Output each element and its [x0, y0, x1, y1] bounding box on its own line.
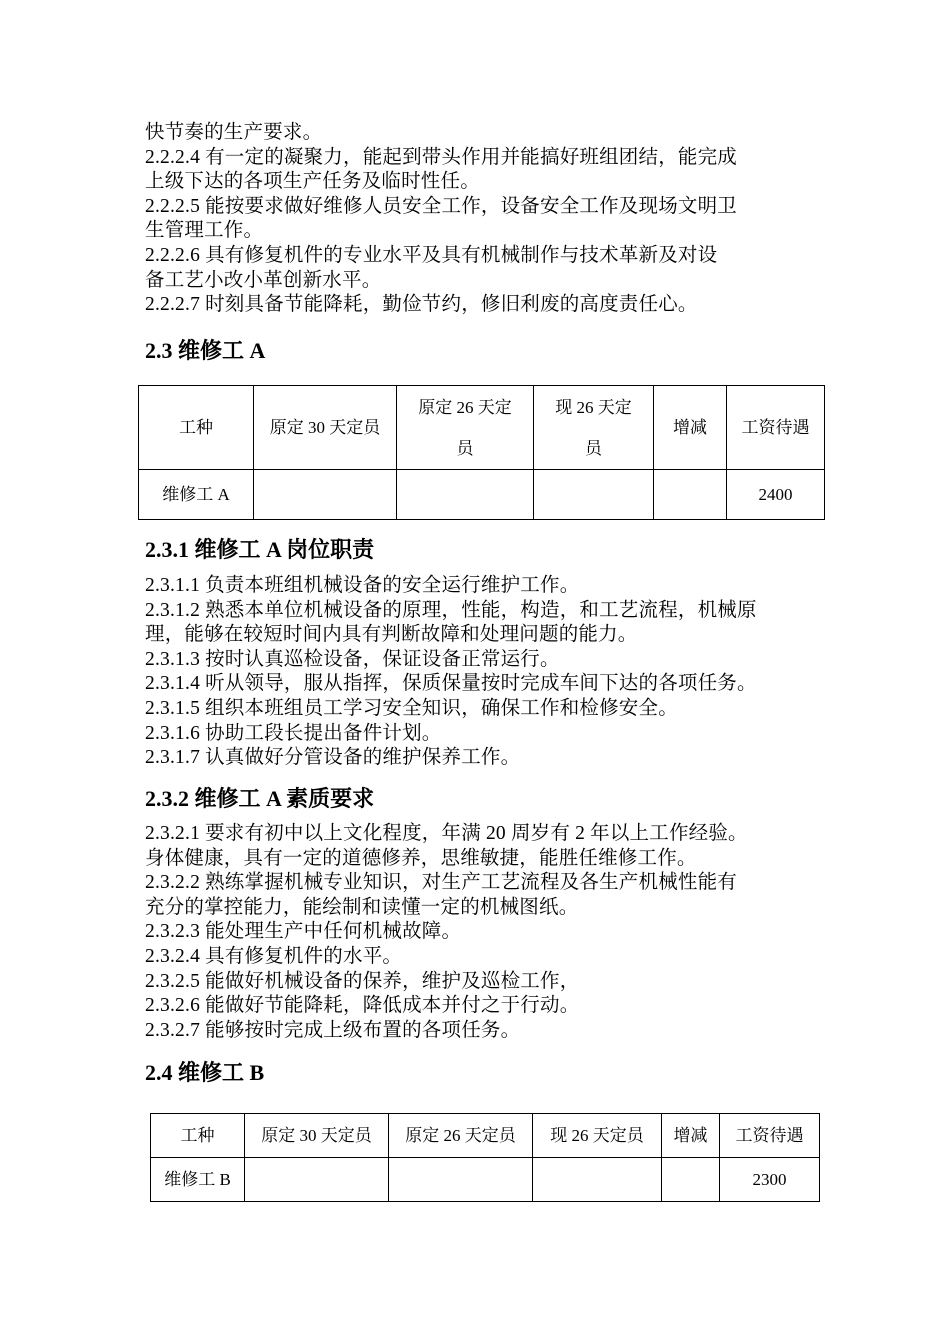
- text-line: 2.3.1.5 组织本班组员工学习安全知识，确保工作和检修安全。: [145, 697, 678, 719]
- header-cell: 增减: [654, 386, 727, 470]
- header-cell: 原定 30 天定员: [245, 1114, 389, 1158]
- text-line: 备工艺小改小革创新水平。: [145, 269, 382, 291]
- header-cell: 工资待遇: [720, 1114, 820, 1158]
- table-row: [139, 470, 825, 520]
- table-cell: [662, 1158, 720, 1202]
- requirements-list: [145, 822, 835, 1043]
- duties-list: [145, 574, 835, 771]
- text-line: 2.3.2.4 具有修复机件的水平。: [145, 945, 403, 967]
- text-line: 2.3.2.6 能做好节能降耗，降低成本并付之于行动。: [145, 995, 580, 1017]
- header-cell: 原定 30 天定员: [254, 386, 397, 470]
- table-cell: [389, 1158, 533, 1202]
- text-line: 2.3.2.2 熟练掌握机械专业知识，对生产工艺流程及各生产机械性能有: [145, 872, 738, 894]
- text-line: 2.2.2.7 时刻具备节能降耗，勤俭节约，修旧利废的高度责任心。: [145, 294, 698, 316]
- text-line: 2.3.1.1 负责本班组机械设备的安全运行维护工作。: [145, 575, 580, 596]
- text-line: 2.3.1.2 熟悉本单位机械设备的原理，性能，构造，和工艺流程，机械原: [145, 599, 757, 621]
- header-cell: 工种: [151, 1114, 245, 1158]
- text-line: 2.3.1.6 协助工段长提出备件计划。: [145, 722, 442, 744]
- section-heading-2-3: 2.3 维修工 A: [145, 338, 266, 363]
- staffing-table-a: [138, 385, 825, 520]
- table-cell: [397, 470, 534, 520]
- text-line: 理，能够在较短时间内具有判断故障和处理问题的能力。: [145, 624, 638, 646]
- text-line: 2.2.2.6 具有修复机件的专业水平及具有机械制作与技术革新及对设: [145, 244, 718, 266]
- table-cell: [254, 470, 397, 520]
- header-cell: 工种: [139, 386, 254, 470]
- table-cell: 2300: [720, 1158, 820, 1202]
- header-cell: 现 26 天定员: [534, 386, 654, 470]
- table-cell: 维修工 B: [151, 1158, 245, 1202]
- text-line: 身体健康，具有一定的道德修养，思维敏捷，能胜任维修工作。: [145, 847, 697, 869]
- table-cell: 2400: [727, 470, 825, 520]
- text-line: 快节奏的生产要求。: [145, 122, 323, 143]
- section-heading-2-4: 2.4 维修工 B: [145, 1060, 265, 1085]
- text-line: 2.2.2.5 能按要求做好维修人员安全工作，设备安全工作及现场文明卫: [145, 195, 738, 217]
- table-header-row: [139, 386, 825, 470]
- header-cell: 增减: [662, 1114, 720, 1158]
- header-cell: 工资待遇: [727, 386, 825, 470]
- text-line: 充分的掌控能力，能绘制和读懂一定的机械图纸。: [145, 896, 579, 918]
- text-line: 2.3.1.4 听从领导，服从指挥，保质保量按时完成车间下达的各项任务。: [145, 673, 757, 695]
- header-cell: 原定 26 天定员: [389, 1114, 533, 1158]
- section-heading-2-3-1: 2.3.1 维修工 A 岗位职责: [145, 537, 375, 562]
- text-line: 2.3.2.7 能够按时完成上级布置的各项任务。: [145, 1019, 521, 1041]
- table-header-row: [151, 1114, 820, 1158]
- table-row: [151, 1158, 820, 1202]
- staffing-table-b: [150, 1113, 820, 1202]
- text-line: 上级下达的各项生产任务及临时性任。: [145, 171, 480, 193]
- header-cell: 原定 26 天定员: [397, 386, 534, 470]
- table-cell: [534, 470, 654, 520]
- text-line: 2.3.1.7 认真做好分管设备的维护保养工作。: [145, 747, 521, 769]
- text-line: 2.3.2.3 能处理生产中任何机械故障。: [145, 921, 462, 943]
- section-heading-2-3-2: 2.3.2 维修工 A 素质要求: [145, 786, 375, 811]
- intro-paragraph: [145, 121, 835, 318]
- text-line: 2.2.2.4 有一定的凝聚力，能起到带头作用并能搞好班组团结，能完成: [145, 146, 738, 168]
- text-line: 生管理工作。: [145, 220, 264, 242]
- table-cell: [654, 470, 727, 520]
- table-cell: [245, 1158, 389, 1202]
- text-line: 2.3.2.5 能做好机械设备的保养，维护及巡检工作，: [145, 970, 580, 992]
- text-line: 2.3.2.1 要求有初中以上文化程度，年满 20 周岁有 2 年以上工作经验。: [145, 823, 748, 844]
- table-cell: [533, 1158, 662, 1202]
- header-cell: 现 26 天定员: [533, 1114, 662, 1158]
- text-line: 2.3.1.3 按时认真巡检设备，保证设备正常运行。: [145, 648, 560, 670]
- table-cell: 维修工 A: [139, 470, 254, 520]
